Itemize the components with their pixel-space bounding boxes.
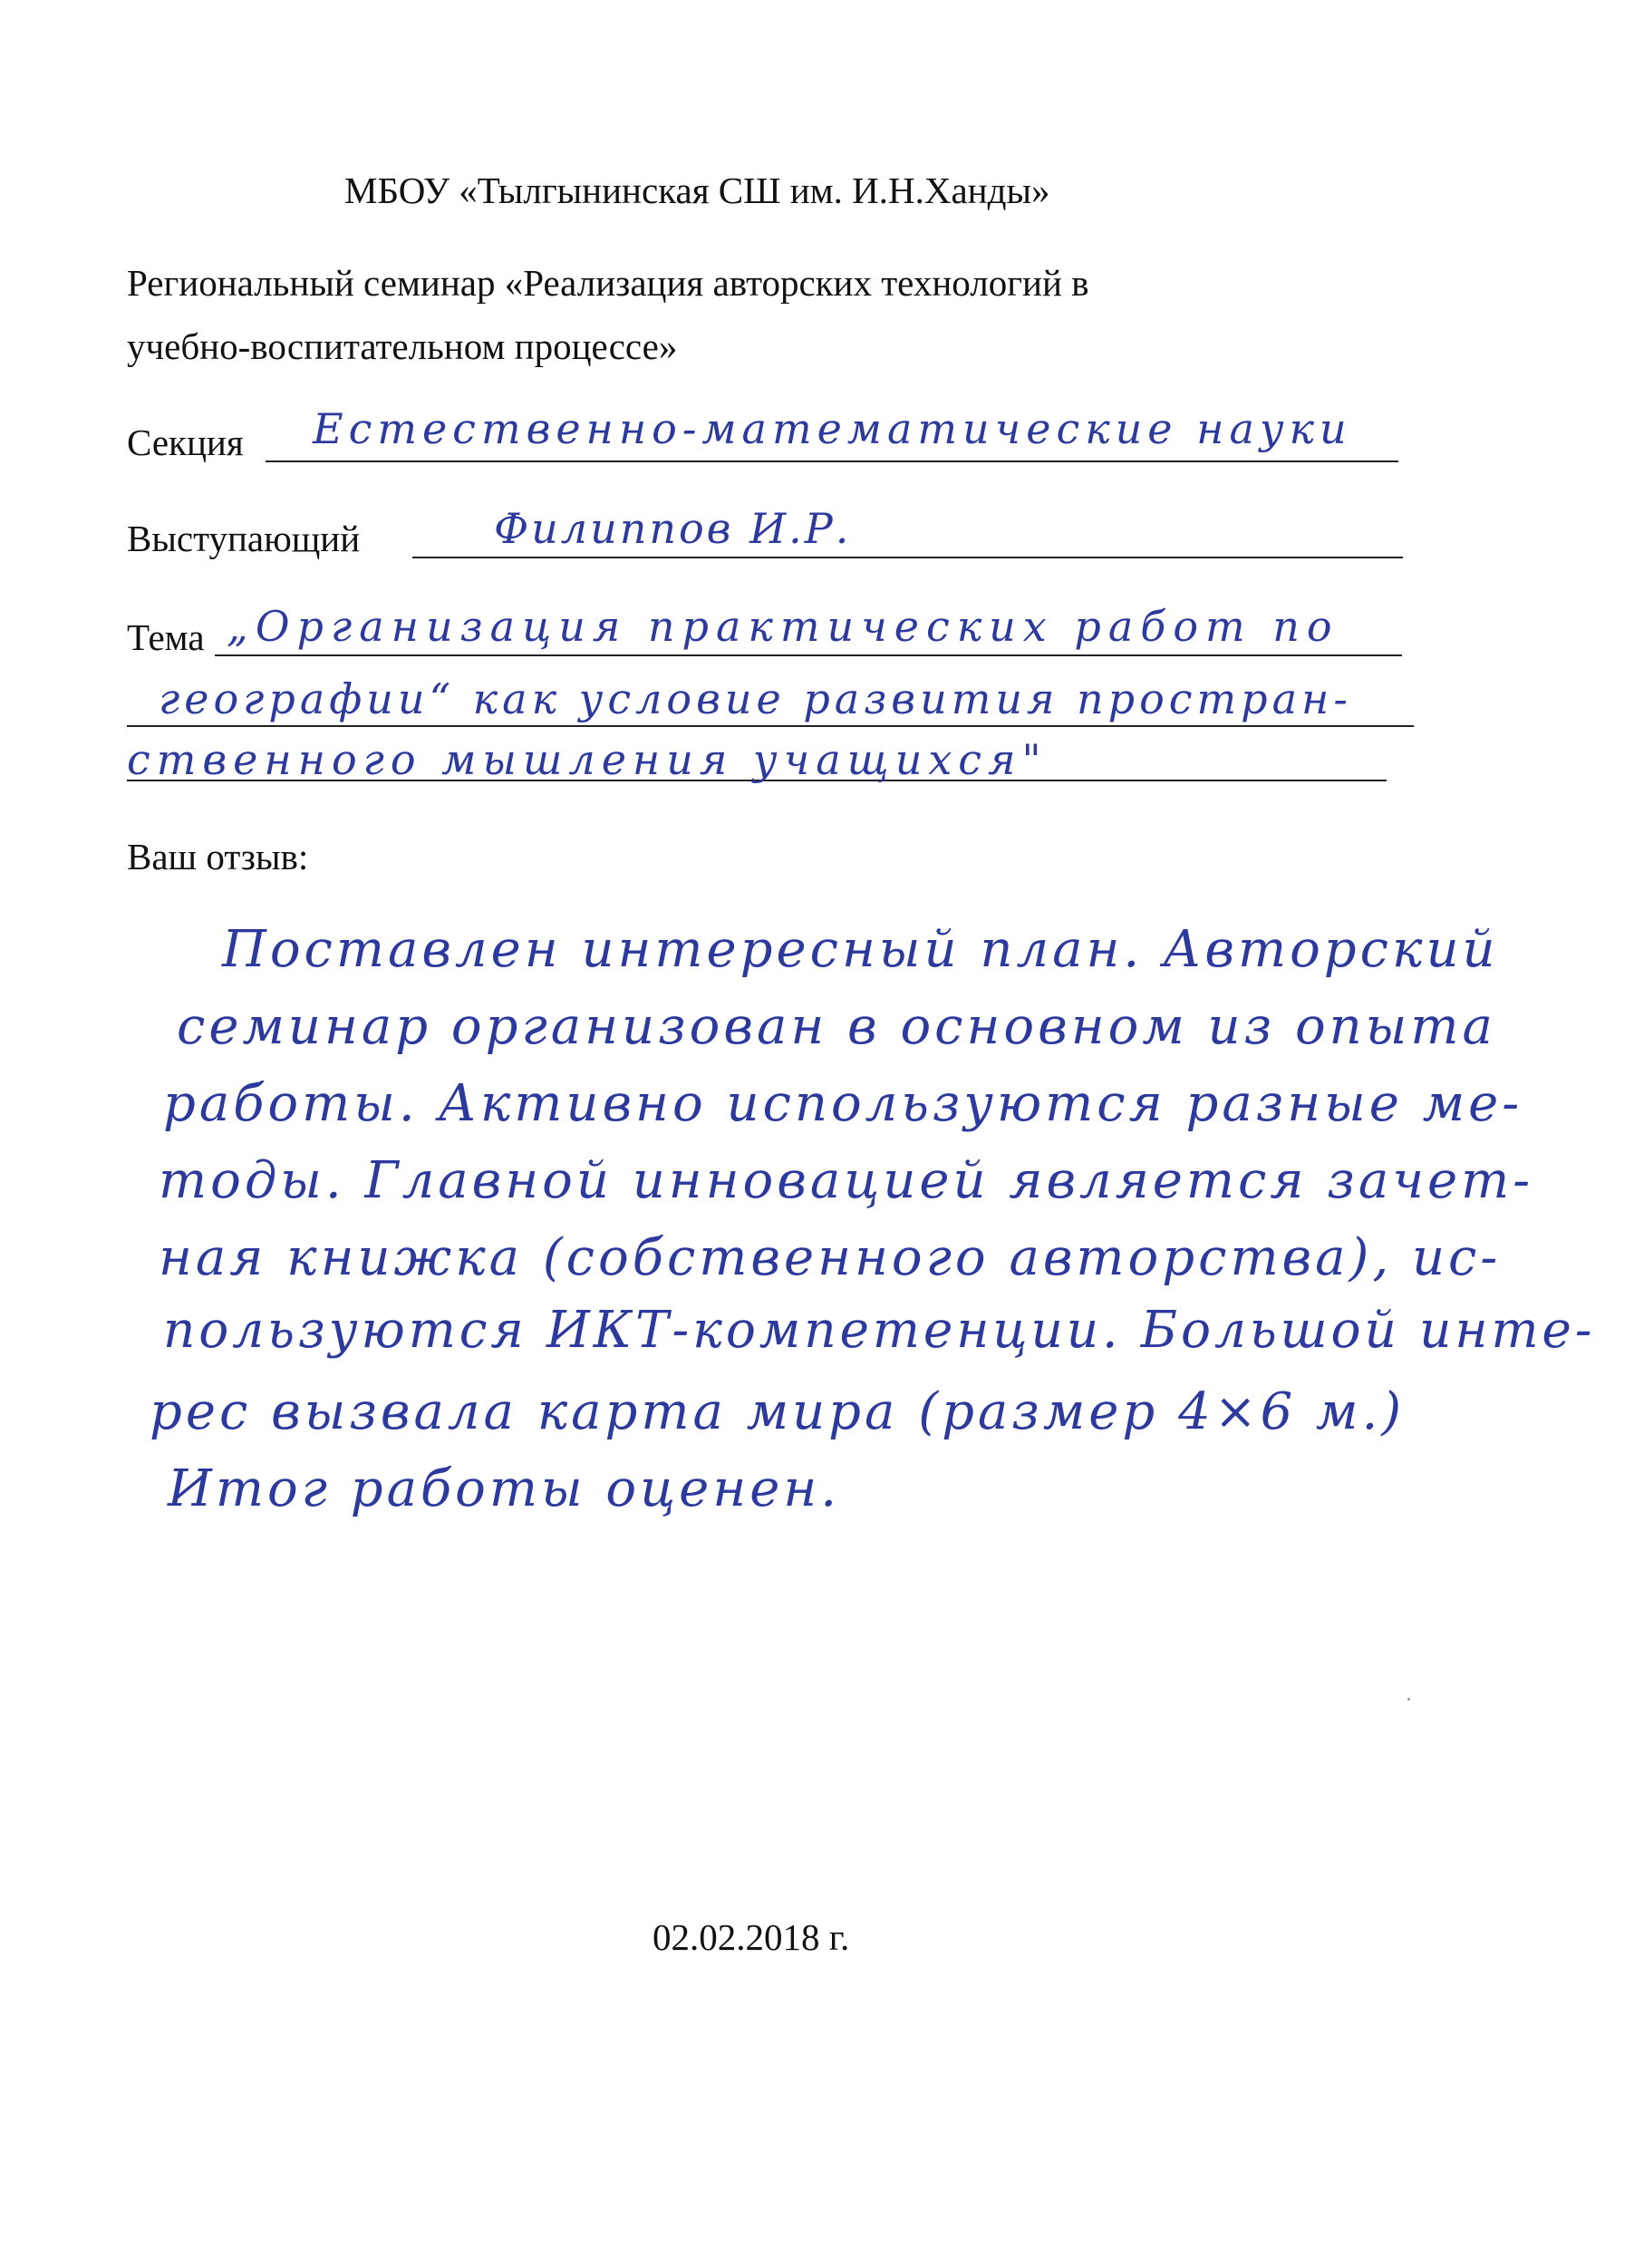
review-line-1: Поставлен интересный план. Авторский	[222, 920, 1499, 979]
review-line-6: пользуются ИКТ-компетенции. Большой инте-	[163, 1301, 1596, 1360]
section-value: Естественно-математические науки	[313, 404, 1352, 453]
section-underline	[266, 460, 1398, 462]
speaker-label: Выступающий	[127, 518, 361, 559]
seminar-title-line2: учебно-воспитательном процессе»	[127, 325, 678, 367]
review-line-3: работы. Активно используются разные ме-	[163, 1074, 1523, 1133]
topic-line-2: географии“ как условие развития простран-	[159, 674, 1352, 723]
topic-underline-1	[215, 654, 1402, 656]
speaker-value: Филиппов И.Р.	[494, 504, 852, 553]
review-line-5: ная книжка (собственного авторства), ис-	[159, 1228, 1502, 1287]
section-label: Секция	[127, 422, 244, 463]
review-line-2: семинар организован в основном из опыта	[177, 997, 1496, 1056]
scan-speck	[1407, 1698, 1410, 1701]
review-line-7: рес вызвала карта мира (размер 4×6 м.)	[150, 1382, 1406, 1441]
review-line-4: тоды. Главной инновацией является зачет-	[159, 1151, 1534, 1210]
document-date: 02.02.2018 г.	[653, 1916, 850, 1958]
speaker-underline	[412, 557, 1403, 558]
review-line-8: Итог работы оценен.	[168, 1459, 841, 1518]
seminar-title-line1: Региональный семинар «Реализация авторских технологий в	[127, 262, 1089, 304]
review-label: Ваш отзыв:	[127, 836, 309, 877]
topic-line-1: „Организация практических работ по	[227, 602, 1339, 651]
topic-line-3: ственного мышления учащихся"	[127, 735, 1048, 784]
topic-underline-2	[127, 725, 1414, 727]
school-title: МБОУ «Тылгынинская СШ им. И.Н.Ханды»	[344, 170, 1050, 211]
topic-label: Тема	[127, 616, 205, 658]
